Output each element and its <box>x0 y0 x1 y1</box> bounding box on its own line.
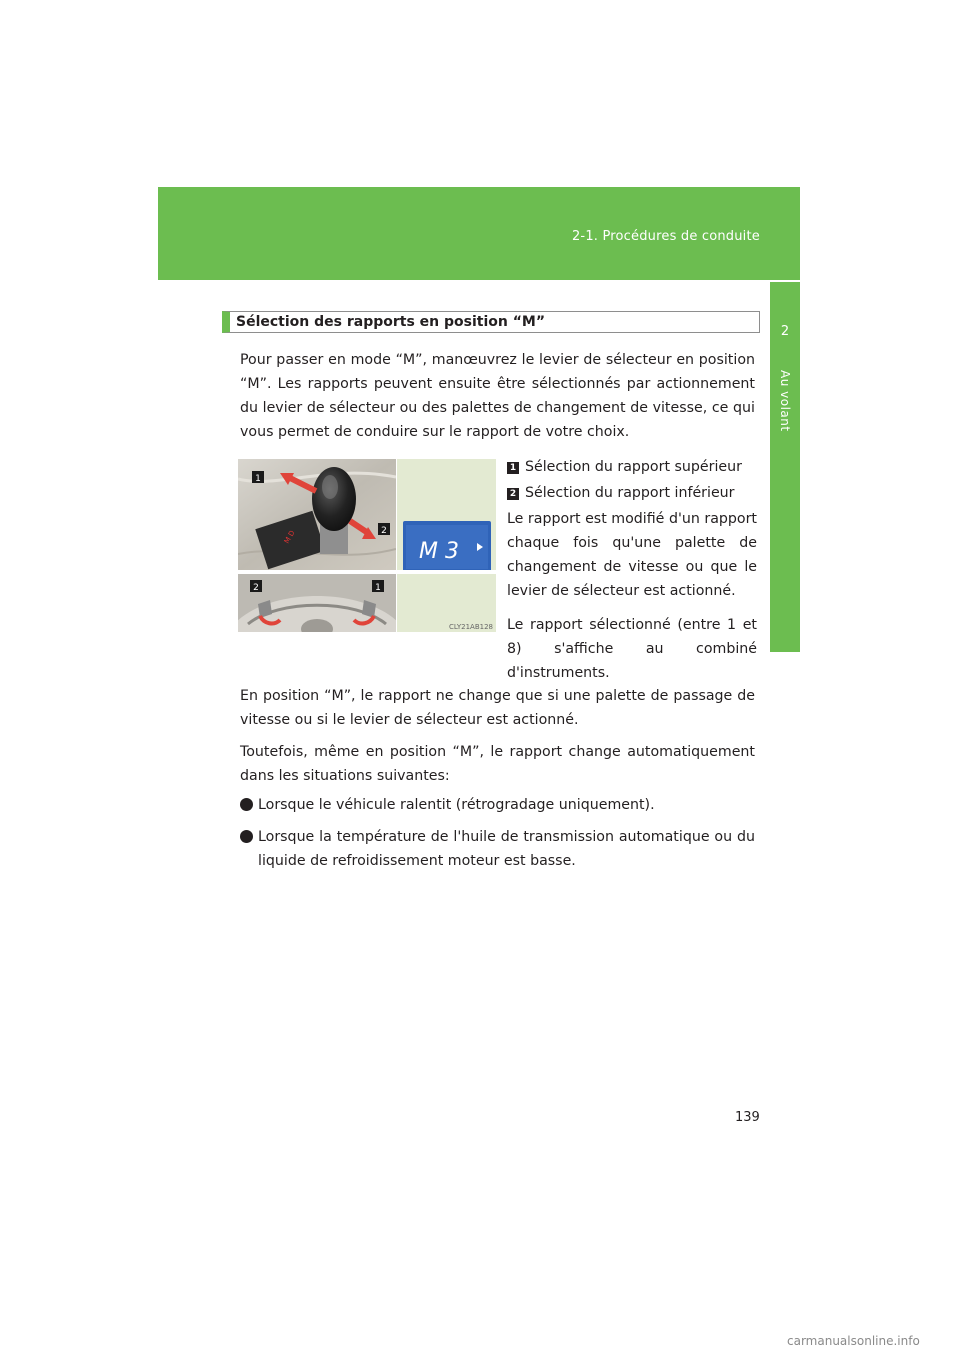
page-number: 139 <box>735 1110 760 1125</box>
callout-text: Sélection du rapport supérieur <box>525 459 742 475</box>
callout-marker-1-paddle-label: 1 <box>375 583 381 593</box>
watermark-link[interactable]: carmanualsonline.info <box>787 1334 920 1348</box>
paragraph-3: Toutefois, même en position “M”, le rapport change automatiquement dans les situations suivantes: <box>240 744 755 784</box>
chapter-tab-divider <box>770 280 800 282</box>
bullet-dot-icon <box>240 798 253 811</box>
callout-marker: 1 <box>507 462 519 474</box>
paragraph-2: En position “M”, le rapport ne change que si une palette de passage de vitesse ou si le levier de sélecteur est actionné. <box>240 688 755 728</box>
paddle-shifter-illustration <box>238 574 396 632</box>
section-heading: Sélection des rapports en position “M” <box>222 311 760 333</box>
section-title: 2-1. Procédures de conduite <box>571 229 760 244</box>
chapter-tab <box>770 280 800 652</box>
bullet-list <box>240 793 755 881</box>
callout-marker-2-paddle-label: 2 <box>253 583 259 593</box>
list-item <box>240 825 755 873</box>
list-item <box>240 793 755 817</box>
paddle-shifter-photo <box>238 574 396 632</box>
gear-display-text: M 3 <box>419 539 459 564</box>
side-paragraph-2: Le rapport sélectionné (entre 1 et 8) s'affiche au combiné d'instruments. <box>507 617 757 681</box>
chapter-title: Au volant <box>778 370 792 432</box>
callout-text: Sélection du rapport inférieur <box>525 485 735 501</box>
callout-item <box>507 455 757 479</box>
svg-text:M D: M D <box>282 529 297 545</box>
callout-item <box>507 481 757 505</box>
intro-paragraph: Pour passer en mode “M”, manœuvrez le levier de sélecteur en position “M”. Les rapports peuvent ensuite être sélectionnés par actionnement du levier de sélecteur ou des palettes de changement de vitesse, ce qui vous permet de conduire sur le rapport de votre choix. <box>240 352 755 440</box>
gear-display-panel <box>397 459 496 570</box>
callout-marker: 2 <box>507 488 519 500</box>
bullet-text: Lorsque la température de l'huile de transmission automatique ou du liquide de refroidissement moteur est basse. <box>258 829 755 869</box>
bullet-text: Lorsque le véhicule ralentit (rétrogradage uniquement). <box>258 797 655 813</box>
shift-figure <box>238 459 496 632</box>
chapter-number: 2 <box>780 324 790 339</box>
figure-code: CLY21AB128 <box>449 623 493 631</box>
callout-marker-2-label: 2 <box>381 526 387 536</box>
figure-code-panel <box>397 574 496 632</box>
shift-lever-photo <box>238 459 396 570</box>
bullet-dot-icon <box>240 830 253 843</box>
side-paragraph-1: Le rapport est modifié d'un rapport chaque fois qu'une palette de changement de vitesse ou que le levier de sélecteur est actionné. <box>507 511 757 599</box>
gear-display-illustration <box>397 459 496 570</box>
chapter-header-band <box>158 187 800 280</box>
callout-marker-1-label: 1 <box>255 474 261 484</box>
shift-lever-illustration <box>238 459 396 570</box>
callout-list <box>507 455 757 685</box>
